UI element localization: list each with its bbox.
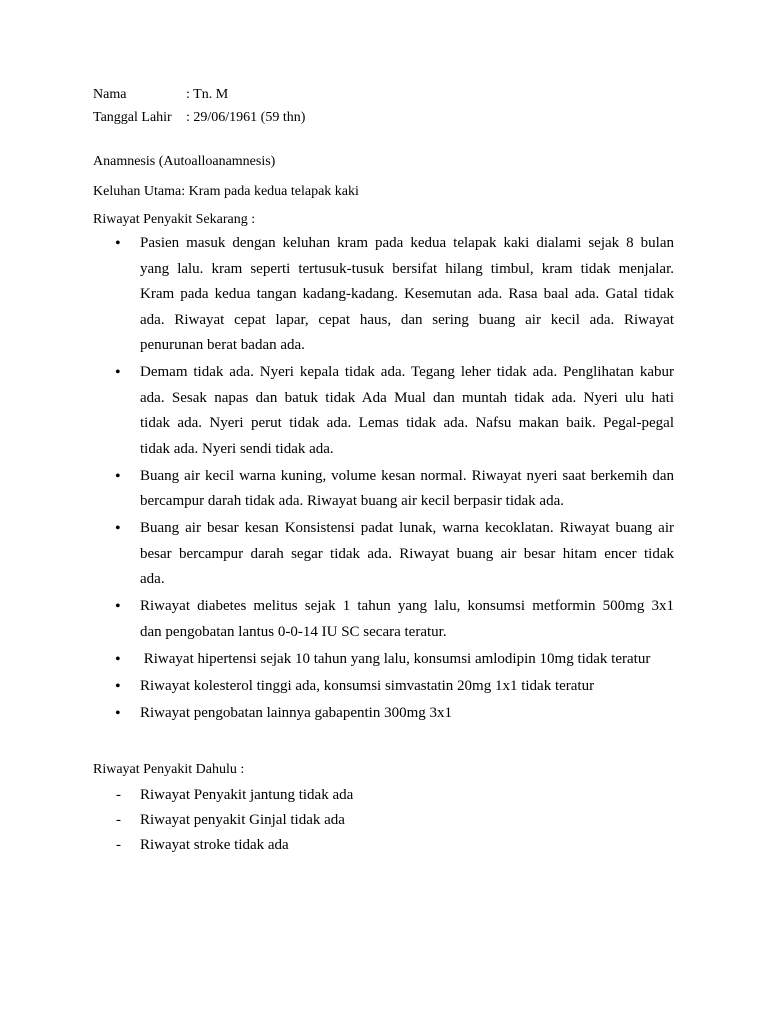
list-item-text: Riwayat penyakit Ginjal tidak ada [140, 811, 345, 828]
bullet-marker: • [115, 520, 121, 537]
list-item [0, 464, 768, 515]
bullet-marker: • [115, 467, 121, 485]
dash-marker: - [116, 811, 121, 828]
bullet-marker: • [115, 364, 121, 381]
list-item-text: Riwayat stroke tidak ada [140, 836, 289, 853]
past-illness-list [0, 783, 768, 858]
list-item-line: Riwayat diabetes melitus sejak 1 tahun yang lalu, konsumsi metformin 500mg 3x1 [140, 598, 674, 614]
present-illness-list [0, 231, 768, 728]
list-item-line: ada. Sesak napas dan batuk tidak Ada Mual dan muntah tidak ada. Nyeri ulu hati [140, 389, 674, 406]
list-item-line: Buang air kecil warna kuning, volume kesan normal. Riwayat nyeri saat berkemih dan [140, 467, 674, 484]
list-item-line: Riwayat hipertensi sejak 10 tahun yang lalu, konsumsi amlodipin 10mg tidak teratur [140, 650, 651, 667]
bullet-marker: • [115, 677, 121, 695]
list-item [0, 231, 768, 359]
list-item-line: tidak ada. Nyeri perut tidak ada. Lemas tidak ada. Nafsu makan baik. Pegal-pegal [140, 415, 674, 431]
past-illness-heading: Riwayat Penyakit Dahulu : [93, 762, 245, 777]
list-item-line: ada. Riwayat cepat lapar, cepat haus, dan sering buang air kecil ada. Riwayat [140, 311, 674, 328]
list-item-line: besar bercampur darah segar tidak ada. Riwayat buang air besar hitam encer tidak [140, 545, 674, 562]
list-item-line: Riwayat pengobatan lainnya gabapentin 300mg 3x1 [140, 704, 453, 721]
dash-marker: - [116, 836, 121, 853]
list-item [0, 647, 768, 673]
chief-complaint: Keluhan Utama: Kram pada kedua telapak kaki [93, 184, 359, 199]
list-item-line: tidak ada. Nyeri sendi tidak ada. [140, 440, 334, 457]
dob-value: : 29/06/1961 (59 thn) [186, 110, 306, 125]
list-item-text: Riwayat Penyakit jantung tidak ada [140, 786, 354, 803]
bullet-marker: • [115, 704, 121, 722]
anamnesis-heading: Anamnesis (Autoalloanamnesis) [93, 154, 276, 169]
bullet-marker: • [115, 235, 121, 252]
list-item [0, 833, 768, 858]
list-item [0, 783, 768, 808]
list-item-line: Kram pada kedua tangan kadang-kadang. Kesemutan ada. Rasa baal ada. Gatal tidak [140, 286, 674, 302]
list-item-line: Riwayat kolesterol tinggi ada, konsumsi simvastatin 20mg 1x1 tidak teratur [140, 677, 595, 694]
list-item-line: dan pengobatan lantus 0-0-14 IU SC secara teratur. [140, 623, 447, 640]
name-value: : Tn. M [186, 87, 229, 102]
bullet-marker: • [115, 598, 121, 615]
list-item [0, 516, 768, 593]
list-item-line: ada. [140, 571, 165, 587]
list-item-line: Demam tidak ada. Nyeri kepala tidak ada. Tegang leher tidak ada. Penglihatan kabur [140, 364, 674, 380]
present-illness-heading: Riwayat Penyakit Sekarang : [93, 212, 256, 227]
list-item-line: yang lalu. kram seperti tertusuk-tusuk bersifat hilang timbul, kram tidak menjalar. [140, 260, 674, 277]
list-item-line: penurunan berat badan ada. [140, 337, 305, 353]
list-item [0, 360, 768, 462]
list-item [0, 594, 768, 645]
list-item-line: bercampur darah tidak ada. Riwayat buang air kecil berpasir tidak ada. [140, 493, 564, 509]
list-item [0, 808, 768, 833]
list-item-line: Buang air besar kesan Konsistensi padat lunak, warna kecoklatan. Riwayat buang air [140, 520, 674, 536]
patient-name-row [93, 85, 493, 105]
dash-marker: - [116, 786, 121, 803]
list-item [0, 674, 768, 700]
name-label: Nama [93, 87, 127, 102]
bullet-marker: • [115, 650, 121, 668]
list-item [0, 701, 768, 727]
patient-dob-row [93, 108, 493, 128]
dob-label: Tanggal Lahir [93, 110, 172, 125]
list-item-line: Pasien masuk dengan keluhan kram pada kedua telapak kaki dialami sejak 8 bulan [140, 235, 674, 251]
